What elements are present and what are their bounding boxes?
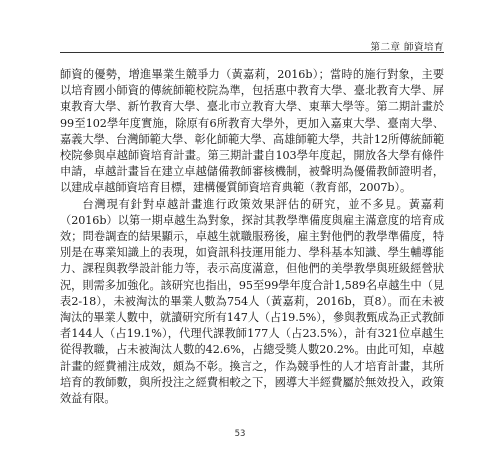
running-header: 第二章 師資培育 — [370, 42, 444, 53]
paragraph-2: 台灣現有針對卓越計畫進行政策效果評估的研究，並不多見。黃嘉莉（2016b）以第一期卓越生為對象，探討其教學準備度與雇主滿意度的培育成效；問卷調查的結果顯示，卓越生就職服務後，雇主對他們的教學準備度，特別是在專業知識上的表現，如資訊科技運用能力、學科基本知識、學生輔導能力、課程與教學設計能力等，表示高度滿意，但他們的美學教學與班級經營狀況，則需多加強化。該研究也指出，95至99學年度合計1,589名卓越生中（見表2-18），未被淘汰的畢業人數為754人（黃嘉莉，2016b，頁8）。而在未被淘汰的畢業人數中，就讀研究所有147人（占19.5%），參與教甄成為正式教師者144人（占19.1%），代理代課教師177人（占23.5%），計有321位卓越生從得教職，占未被淘汰人數的42.6%，占總受獎人數20.2%。由此可知，卓越計畫的經費補注成效，頗為不彰。換言之，作為競爭性的人才培育計畫，其所培育的教師數，與所投注之經費相較之下，國導大半經費屬於無效投入，政策效益有限。 — [60, 197, 444, 406]
page-number: 53 — [234, 429, 246, 439]
body-text — [60, 67, 444, 407]
header-rule — [60, 52, 444, 53]
paragraph-1: 師資的優勢，增進畢業生競爭力（黃嘉莉，2016b）；當時的施行對象，主要以培育國小師資的傳統師範校院為準，包括惠中教育大學、臺北教育大學、屏東教育大學、新竹教育大學、臺北市立教育大學、東華大學等。第二期計畫於99至102學年度實施，除原有6所教育大學外，更加入嘉東大學、臺南大學、嘉義大學、台灣師範大學、彰化師範大學、高雄師範大學，共計12所傳統師範校院參與卓越師資培育計畫。第三期計畫自103學年度起，開放各大學有條件申請，卓越計畫旨在建立卓越儲備教師審核機制，被聲明為優備教師證明者，以建成卓越師資培育目標，建構優質師資培育典範（教育部，2007b）。 — [60, 68, 444, 195]
